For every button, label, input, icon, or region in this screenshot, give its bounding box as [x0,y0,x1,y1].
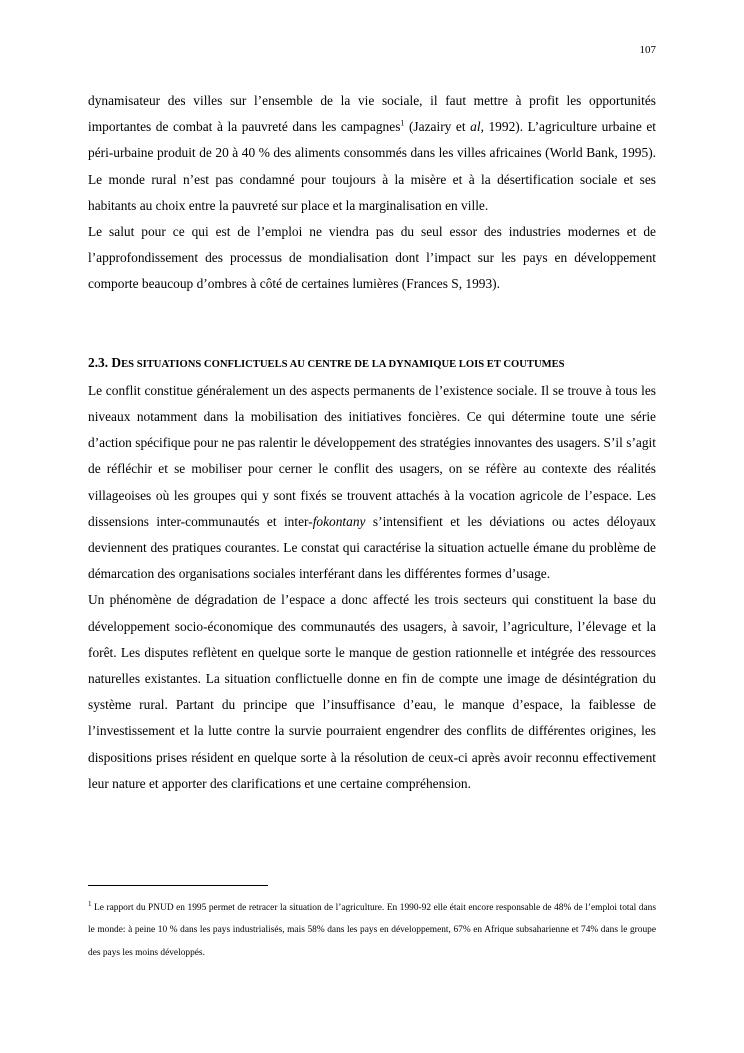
footnote [88,897,656,964]
section-heading-number: 2.3. D [88,354,122,370]
paragraph-1-text: dynamisateur des villes sur l’ensemble de la vie sociale, il faut mettre à profit les opportunités importantes de combat à la pauvreté dans les campagnes [88,93,656,135]
paragraph-3-text: Le conflit constitue généralement un des aspects permanents de l’existence sociale. Il se trouve à tous les niveaux notamment dans la mobilisation des initiatives foncières. Ce qui détermine toute une série d’action spécifique pour ne pas ralentir le développement des stratégies innovantes des usagers. S’il s’agit de réfléchir et se mobiliser pour cerner le conflit des usagers, on se réfère au contexte des réalités villageoises où les groupes qui y sont fixés se trouvent attachés à la vocation agricole de l’espace. Les dissensions inter-communautés et inter- [88,382,656,529]
citation-italic: al, [470,119,484,135]
paragraph-1-continued: 1992). L’agriculture urbaine et péri-urbaine produit de 20 à 40 % des aliments consommés dans les villes africaines (World Bank, 1995). Le monde rural n’est pas condamné pour toujours à la misère et à la désertification sociale et ses habitants au choix entre la pauvreté sur place et la marginalisation en ville. [88,119,656,213]
paragraph-3 [88,378,656,588]
footnote-text: Le rapport du PNUD en 1995 permet de retracer la situation de l’agriculture. En 1990-92 elle était encore responsable de 48% de l’emploi total dans le monde: à peine 10 % dans les pays industrialisés, mais 58% dans les pays en développement, 67% en Afrique subsaharienne et 74% dans le groupe des pays les moins développés. [88,903,656,958]
section-heading-title: ES SITUATIONS CONFLICTUELS AU CENTRE DE LA DYNAMIQUE LOIS ET COUTUMES [121,358,565,370]
paragraph-1 [88,88,656,219]
footnote-marker: 1 [88,899,92,908]
citation-text: (Jazairy et [404,119,471,135]
page-body [88,88,656,797]
paragraph-3-continued: s’intensifient et les déviations ou actes déloyaux deviennent des pratiques courantes. Le constat qui caractérise la situation actuelle émane du problème de démarcation des organisations sociales interférant dans les différentes formes d’usage. [88,513,656,582]
section-heading [88,350,656,378]
footnote-separator [88,885,268,886]
paragraph-4: Un phénomène de dégradation de l’espace a donc affecté les trois secteurs qui constituent la base du développement socio-économique des communautés des usagers, à savoir, l’agriculture, l’élevage et la forêt. Les disputes reflètent en quelque sorte le manque de gestion rationnelle et intégrée des ressources naturelles existantes. La situation conflictuelle donne en fin de compte une image de désintégration du système rural. Partant du principe que l’insuffisance d’eau, le manque d’espace, la faiblesse de l’investissement et la lutte contre la survie pourraient engendrer des conflits de différentes origines, les dispositions prises résident en quelque sorte à la résolution de ceux-ci après avoir reconnu effectivement leur nature et apporter des clarifications et une certaine compréhension. [88,592,656,791]
spacer [88,324,656,350]
footnote-reference[interactable]: 1 [400,118,405,128]
term-italic: fokontany [312,513,366,529]
page-number: 107 [639,44,656,56]
spacer [88,298,656,324]
paragraph-2: Le salut pour ce qui est de l’emploi ne viendra pas du seul essor des industries modernes et de l’approfondissement des processus de mondialisation dont l’impact sur les pays en développement comporte beaucoup d’ombres à côté de certaines lumières (Frances S, 1993). [88,224,656,292]
